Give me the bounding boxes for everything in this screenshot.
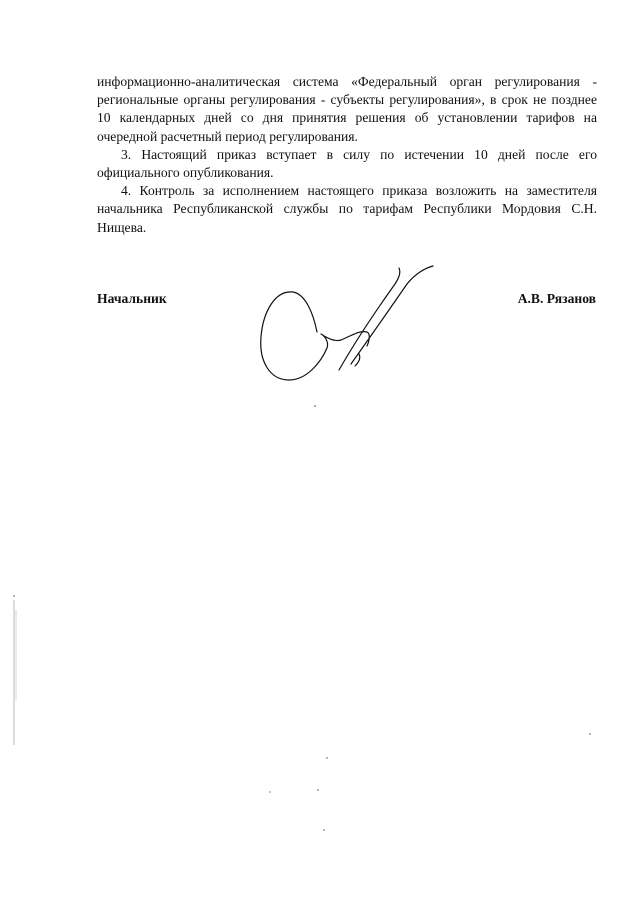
signatory-title: Начальник [97, 291, 167, 306]
paragraph-item-4: 4. Контроль за исполнением настоящего приказа возложить на заместителя начальника Республиканской службы по тарифам Республики Мордовия С.Н. Нищева. [97, 183, 597, 235]
handwritten-signature [255, 262, 445, 387]
paragraph-item-3: 3. Настоящий приказ вступает в силу по истечении 10 дней после его официального опубликования. [97, 146, 597, 181]
document-body [97, 73, 597, 237]
signatory-name: А.В. Рязанов [517, 291, 596, 306]
paragraph-continuation: информационно-аналитическая система «Федеральный орган регулирования - региональные органы регулирования - субъекты регулирования», в срок не позднее 10 календарных дней со дня принятия решения об установлении тарифов на очередной расчетный период регулирования. [97, 74, 597, 144]
